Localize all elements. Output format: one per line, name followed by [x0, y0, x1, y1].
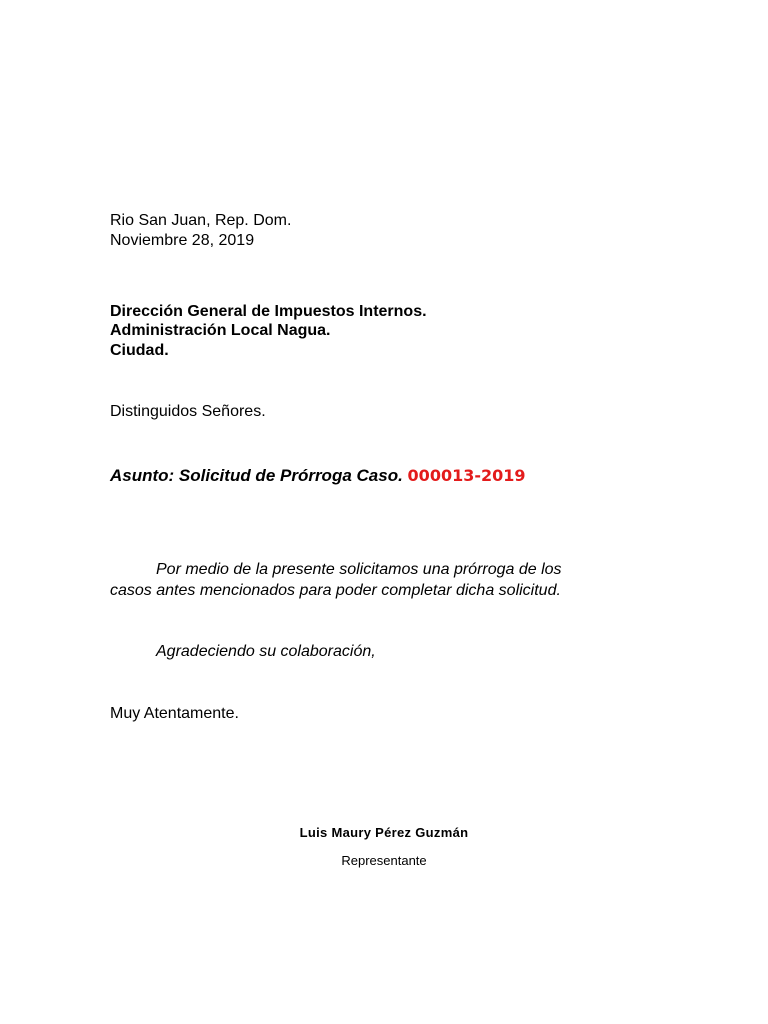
letter-date: Noviembre 28, 2019 — [110, 232, 255, 249]
signature-title: Representante — [341, 853, 427, 868]
body-paragraph-1-line-2: casos antes mencionados para poder completar dicha solicitud. — [110, 582, 561, 599]
signature-name: Luis Maury Pérez Guzmán — [299, 825, 469, 840]
closing: Muy Atentamente. — [110, 705, 239, 722]
subject-prefix: Asunto: Solicitud de Prórroga Caso. — [110, 466, 403, 485]
subject-line — [110, 466, 526, 486]
recipient-line-1: Dirección General de Impuestos Internos. — [110, 303, 427, 320]
body-paragraph-2-text: Agradeciendo su colaboración, — [156, 643, 376, 660]
greeting: Distinguidos Señores. — [110, 403, 266, 420]
recipient-line-2: Administración Local Nagua. — [110, 322, 331, 339]
sender-location: Rio San Juan, Rep. Dom. — [110, 212, 292, 229]
body-paragraph-1 — [110, 559, 630, 601]
recipient-line-3: Ciudad. — [110, 342, 169, 359]
body-paragraph-1-line-1: Por medio de la presente solicitamos una prórroga de los — [156, 561, 562, 578]
body-paragraph-2 — [110, 641, 630, 662]
case-number: 000013-2019 — [407, 466, 526, 485]
